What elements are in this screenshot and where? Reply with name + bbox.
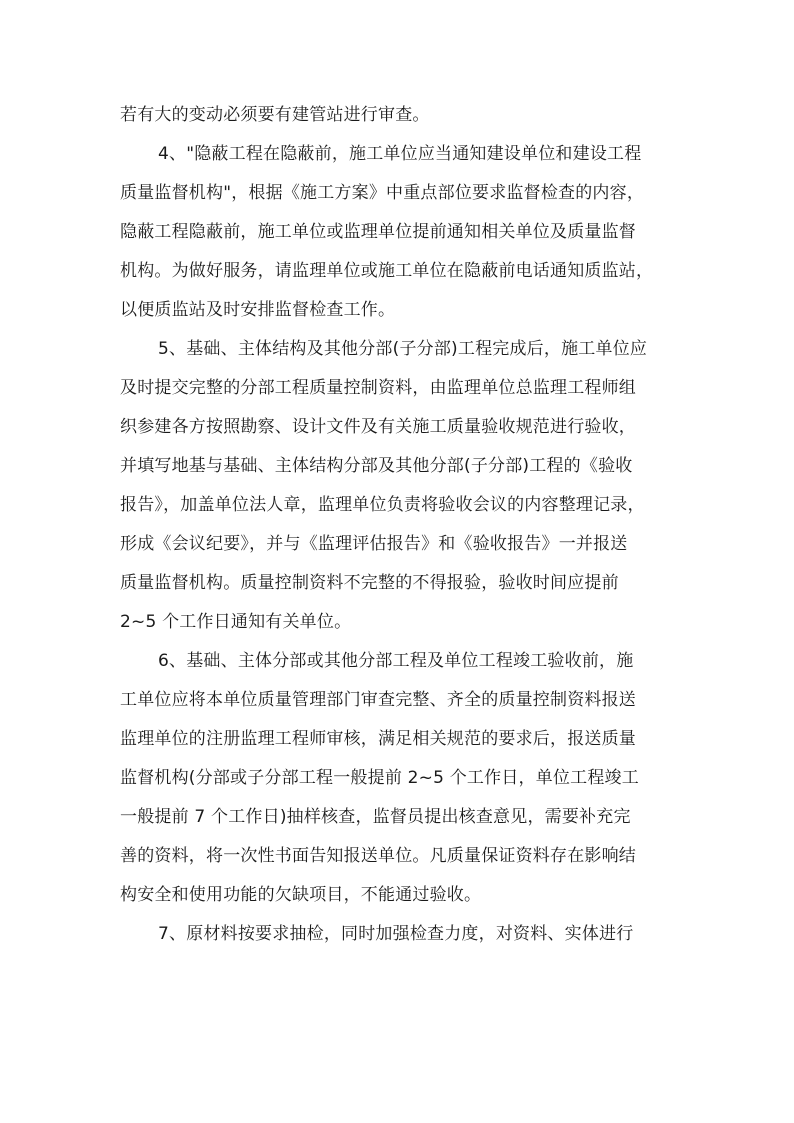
text-line: 形成《会议纪要》，并与《监理评估报告》和《验收报告》一并报送 bbox=[120, 534, 628, 554]
text-line: 工单位应将本单位质量管理部门审查完整、齐全的质量控制资料报送 bbox=[120, 690, 636, 710]
text-line: 机构。为做好服务，请监理单位或施工单位在隐蔽前电话通知质监站， bbox=[120, 261, 654, 281]
text-line: 隐蔽工程隐蔽前，施工单位或监理单位提前通知相关单位及质量监督 bbox=[120, 222, 636, 242]
text-line: 2~5 个工作日通知有关单位。 bbox=[120, 612, 352, 632]
text-line: 并填写地基与基础、主体结构分部及其他分部(子分部)工程的《验收 bbox=[120, 456, 633, 476]
text-line: 报告》，加盖单位法人章，监理单位负责将验收会议的内容整理记录， bbox=[120, 495, 645, 515]
paragraph-4-start: 4、"隐蔽工程在隐蔽前，施工单位应当通知建设单位和建设工程 bbox=[158, 144, 642, 164]
text-line: 一般提前 7 个工作日)抽样核查，监督员提出核查意见，需要补充完 bbox=[120, 807, 631, 827]
text-line: 构安全和使用功能的欠缺项目，不能通过验收。 bbox=[120, 885, 482, 905]
text-line: 织参建各方按照勘察、设计文件及有关施工质量验收规范进行验收， bbox=[120, 417, 636, 437]
text-line: 质量监督机构。质量控制资料不完整的不得报验，验收时间应提前 bbox=[120, 573, 619, 593]
document-body bbox=[120, 96, 680, 954]
text-line: 监理单位的注册监理工程师审核，满足相关规范的要求后，报送质量 bbox=[120, 729, 636, 749]
paragraph-7-start: 7、原材料按要求抽检，同时加强检查力度，对资料、实体进行 bbox=[158, 924, 634, 944]
text-line: 及时提交完整的分部工程质量控制资料，由监理单位总监理工程师组 bbox=[120, 378, 636, 398]
text-line: 若有大的变动必须要有建管站进行审查。 bbox=[120, 105, 430, 125]
text-line: 质量监督机构"，根据《施工方案》中重点部位要求监督检查的内容， bbox=[120, 183, 645, 203]
paragraph-5-start: 5、基础、主体结构及其他分部(子分部)工程完成后，施工单位应 bbox=[158, 339, 648, 359]
text-line: 以便质监站及时安排监督检查工作。 bbox=[120, 300, 396, 320]
text-line: 善的资料，将一次性书面告知报送单位。凡质量保证资料存在影响结 bbox=[120, 846, 636, 866]
paragraph-6-start: 6、基础、主体分部或其他分部工程及单位工程竣工验收前，施 bbox=[158, 651, 634, 671]
text-line: 监督机构(分部或子分部工程一般提前 2~5 个工作日，单位工程竣工 bbox=[120, 768, 639, 788]
